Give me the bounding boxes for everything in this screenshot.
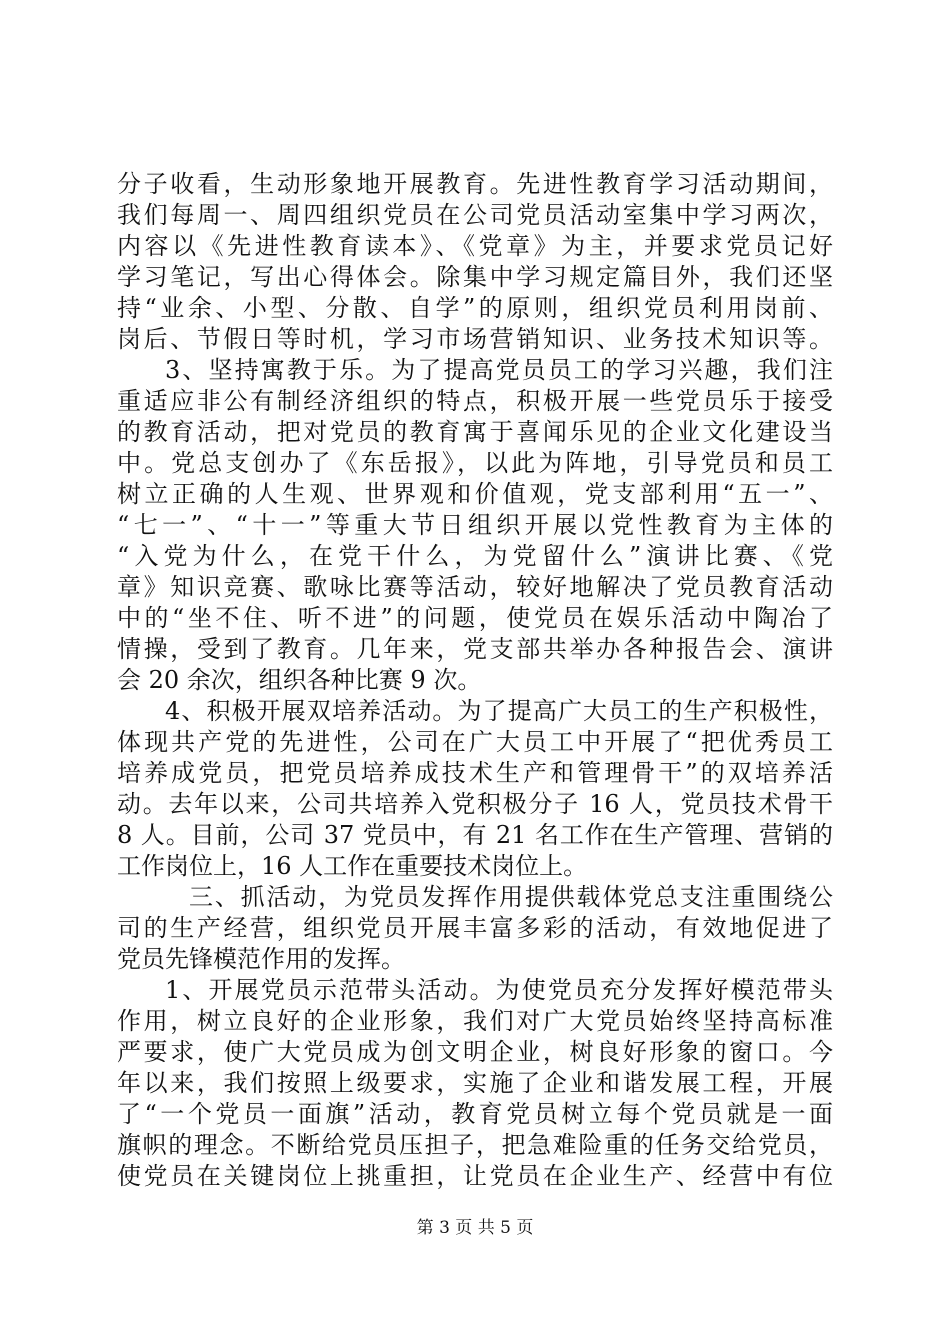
text-line: 中。党总支创办了《东岳报》，以此为阵地，引导党员和员工 [117,449,833,477]
text-line: 体现共产党的先进性，公司在广大员工中开展了“把优秀员工 [117,728,833,756]
text-line: “七一”、“十一”等重大节日组织开展以党性教育为主体的 [117,511,833,539]
text-line: 工作岗位上，16 人工作在重要技术岗位上。 [117,852,588,880]
text-line: 了“一个党员一面旗”活动，教育党员树立每个党员就是一面 [117,1100,833,1128]
text-line: 学习笔记，写出心得体会。除集中学习规定篇目外，我们还坚 [117,263,833,291]
text-line: 会 20 余次，组织各种比赛 9 次。 [117,666,482,694]
text-line: 我们每周一、周四组织党员在公司党员活动室集中学习两次， [117,201,833,229]
text-line: 年以来，我们按照上级要求，实施了企业和谐发展工程，开展 [117,1069,833,1097]
text-line: “入党为什么，在党干什么，为党留什么”演讲比赛、《党 [117,542,833,570]
text-line: 作用，树立良好的企业形象，我们对广大党员始终坚持高标准 [117,1007,833,1035]
text-line: 的教育活动，把对党员的教育寓于喜闻乐见的企业文化建设当 [117,418,833,446]
text-line: 旗帜的理念。不断给党员压担子，把急难险重的任务交给党员， [117,1131,833,1159]
paragraph-start-line: 3、坚持寓教于乐。为了提高党员员工的学习兴趣，我们注 [165,356,833,384]
text-line: 章》知识竞赛、歌咏比赛等活动，较好地解决了党员教育活动 [117,573,833,601]
text-line: 动。去年以来，公司共培养入党积极分子 16 人，党员技术骨干 [117,790,833,818]
text-line: 使党员在关键岗位上挑重担，让党员在企业生产、经营中有位 [117,1162,833,1190]
text-line: 持“业余、小型、分散、自学”的原则，组织党员利用岗前、 [117,294,833,322]
text-line: 司的生产经营，组织党员开展丰富多彩的活动，有效地促进了 [117,914,833,942]
section-heading-line: 三、抓活动，为党员发挥作用提供载体党总支注重围绕公 [189,883,833,911]
text-line: 内容以《先进性教育读本》、《党章》为主，并要求党员记好 [117,232,833,260]
text-line: 8 人。目前，公司 37 党员中，有 21 名工作在生产管理、营销的 [117,821,833,849]
text-line: 树立正确的人生观、世界观和价值观，党支部利用“五一”、 [117,480,833,508]
text-line: 党员先锋模范作用的发挥。 [117,945,405,973]
text-line: 培养成党员，把党员培养成技术生产和管理骨干”的双培养活 [117,759,833,787]
text-line: 严要求，使广大党员成为创文明企业，树良好形象的窗口。今 [117,1038,833,1066]
text-line: 岗后、节假日等时机，学习市场营销知识、业务技术知识等。 [117,325,833,353]
text-line: 重适应非公有制经济组织的特点，积极开展一些党员乐于接受 [117,387,833,415]
paragraph-start-line: 4、积极开展双培养活动。为了提高广大员工的生产积极性， [165,697,833,725]
text-line: 情操，受到了教育。几年来，党支部共举办各种报告会、演讲 [117,635,833,663]
text-line: 分子收看，生动形象地开展教育。先进性教育学习活动期间， [117,170,833,198]
paragraph-start-line: 1、开展党员示范带头活动。为使党员充分发挥好模范带头 [165,976,833,1004]
text-line: 中的“坐不住、听不进”的问题，使党员在娱乐活动中陶冶了 [117,604,833,632]
page-footer: 第 3 页 共 5 页 [416,1218,534,1238]
